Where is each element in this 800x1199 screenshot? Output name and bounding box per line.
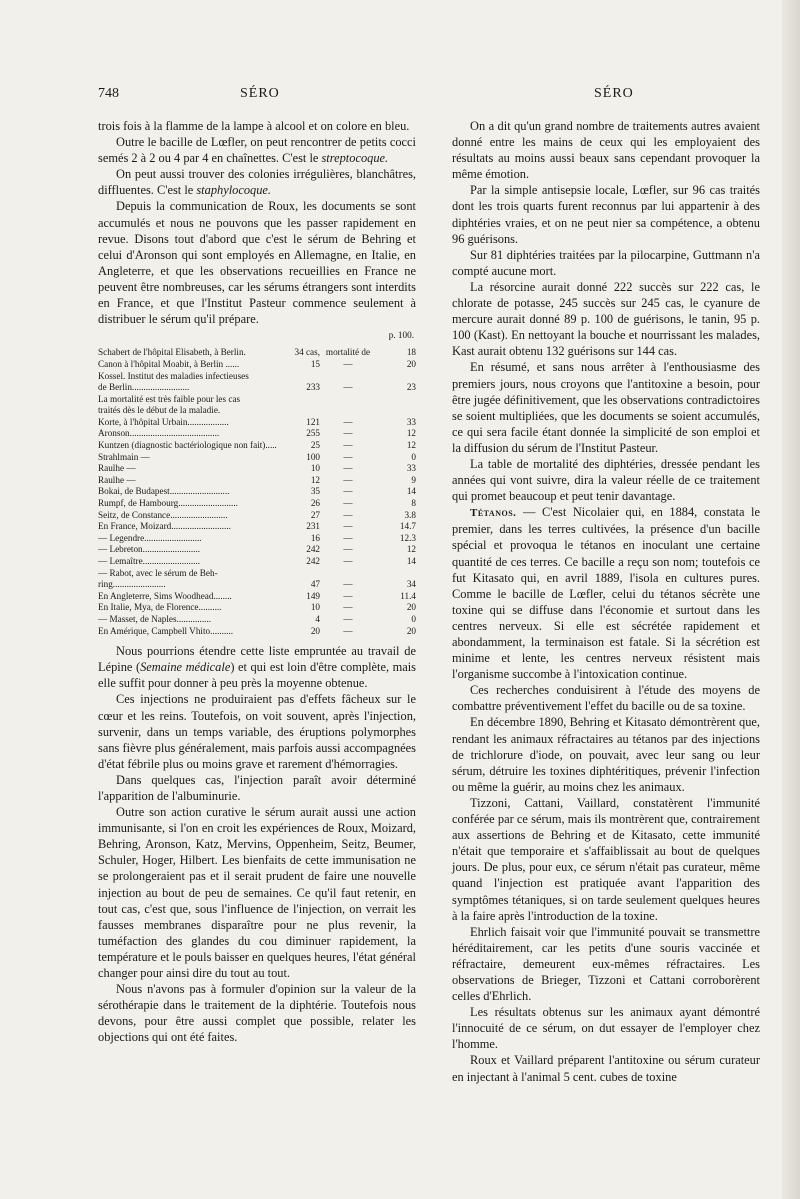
table-cell-name: Korte, à l'hôpital Urbain.................. <box>98 416 229 427</box>
table-cell-cases: 10 <box>310 602 320 613</box>
table-cell-dash: — <box>343 579 353 590</box>
table-cell-mortality: 20 <box>406 358 416 369</box>
table-row <box>98 521 416 533</box>
right-running-head: SÉRO <box>594 86 634 101</box>
table-cell-dash: — <box>343 590 353 601</box>
table-cell-dash: — <box>343 358 353 369</box>
table-row <box>98 556 416 568</box>
table-cell-dash: — <box>343 451 353 462</box>
table-cell-dash: — <box>343 474 353 485</box>
paragraph: Nous n'avons pas à formuler d'opinion sur la valeur de la sérothérapie dans le traitement de la diphtérie. Toutefois nous devons, pour être aussi complet que possible, relater les objections qui ont été faites. <box>98 982 416 1045</box>
table-cell-name: Schabert de l'hôpital Elisabeth, à Berlin. <box>98 347 246 358</box>
paragraph: Roux et Vaillard préparent l'antitoxine ou sérum curateur en injectant à l'animal 5 cent. cubes de toxine <box>452 1053 760 1084</box>
table-cell-cases: 149 <box>306 590 320 601</box>
table-row <box>98 626 416 638</box>
paragraph: Tizzoni, Cattani, Vaillard, constatèrent l'immunité conférée par ce sérum, mais ils montrèrent que, contrairement aux assertions de Behring et de Kitasato, cette immunité n'était que temporaire et s'affaiblissait au bout de quelques jours. De plus, pour eux, ce sérum n'était pas curateur, même quand l'injection est pratiquée avant l'apparition des symptômes tétaniques, si on tarde seulement quelques heures à la faire après l'introduction de la toxine. <box>452 795 760 923</box>
table-cell-mortality: 14.7 <box>399 521 416 532</box>
table-row <box>98 579 416 591</box>
table-row <box>98 568 416 580</box>
table-cell-mortality: 14 <box>406 486 416 497</box>
table-cell-dash: — <box>343 428 353 439</box>
table-cell-name: En Italie, Mya, de Florence.......... <box>98 602 222 613</box>
table-cell-mortality: 12 <box>406 544 416 555</box>
table-cell-name: Canon à l'hôpital Moabit, à Berlin ...... <box>98 358 240 369</box>
paragraph: Nous pourrions étendre cette liste empruntée au travail de Lépine (Semaine médicale) et qui est loin d'être complète, mais elle suffit pour donner à peu près la moyenne obtenue. <box>98 644 416 691</box>
table-row <box>98 533 416 545</box>
paragraph: Outre son action curative le sérum aurait aussi une action immunisante, si l'on en croit les expériences de Roux, Moizard, Behring, Aronson, Katz, Mervins, Oppenheim, Seitz, Beumer, Schuler, Hoger, Hilbert. Les bienfaits de cette immunisation ne se prolongeraient pas et il serait prudent de faire une nouvelle injection au bout de peu de semaines. Ce qu'il faut retenir, en tout cas, c'est que, sous l'influence de l'injection, on verrait les fausses membranes disparaître pour ne plus revenir, la tuméfaction des glandes du cou diminuer rapidement, la température et le pouls baisser en quelques heures, l'état général changer pour ainsi dire du tout au tout. <box>98 805 416 981</box>
table-cell-cases: 242 <box>306 556 320 566</box>
paragraph: Ces injections ne produiraient pas d'effets fâcheux sur le cœur et les reins. Toutefois, on voit souvent, après l'injection, survenir, dans un temps variable, des éruptions polymorphes sans fièvre plus généralement, mais parfois aussi accompagnées d'état fébrile plus ou moins grave et rarement d'hémorragies. <box>98 692 416 771</box>
table-cell-dash: — <box>343 602 353 613</box>
paragraph: Les résultats obtenus sur les animaux ayant démontré l'innocuité de ce sérum, on dut essayer de l'employer chez l'homme. <box>452 1005 760 1052</box>
table-cell-name: En Amérique, Campbell Vhito.......... <box>98 625 234 636</box>
table-cell-cases: 25 <box>310 440 320 451</box>
table-cell-mortality <box>376 405 416 417</box>
table-cell-mortality: 12.3 <box>399 532 416 543</box>
table-cell-dash: — <box>343 498 353 509</box>
table-cell-cases: 100 <box>306 451 320 462</box>
paragraph: Ehrlich faisait voir que l'immunité pouvait se transmettre héréditairement, car les petits d'une souris vaccinée et réfractaire, demeurent eux-mêmes réfractaires. Les observations de Brieger, Tizzoni et Cattani corroborèrent celles d'Ehrlich. <box>452 924 760 1004</box>
table-cell-name: En France, Moizard.......................... <box>98 521 231 532</box>
table-cell-dash: — <box>343 544 353 555</box>
table-cell-dash: — <box>343 613 353 624</box>
table-cell-dash: — <box>343 509 353 520</box>
table-row <box>98 510 416 522</box>
table-cell-cases <box>288 405 320 417</box>
table-cell-mortality: 33 <box>406 416 416 427</box>
italic-term: staphylocoque. <box>196 183 272 198</box>
table-cell-mortality: 11.4 <box>400 590 416 601</box>
table-cell-cases: 47 <box>310 579 320 590</box>
table-cell-name: — Lebreton......................... <box>98 544 201 555</box>
table-cell-dash: — <box>343 382 353 393</box>
table-cell-cases: 12 <box>310 474 320 485</box>
left-running-head: SÉRO <box>240 86 280 101</box>
table-cell-dash: — <box>343 625 353 636</box>
table-cell-mortality: 3.8 <box>404 509 416 520</box>
table-cell-mortality: 12 <box>406 440 416 451</box>
page-edge-shadow <box>782 0 800 1199</box>
table-cell-mortality: 33 <box>406 463 416 474</box>
table-cell-name: traités dès le début de la maladie. <box>98 405 221 416</box>
table-row <box>98 463 416 475</box>
table-cell-dash: — <box>343 486 353 497</box>
table-cell-mortality <box>376 568 416 580</box>
table-cell-dash <box>320 394 376 406</box>
paragraph: Outre le bacille de Lœfler, on peut rencontrer de petits cocci semés 2 à 2 ou 4 par 4 en chaînettes. C'est le streptocoque. <box>98 135 416 166</box>
mortality-table <box>98 347 416 637</box>
table-row <box>98 544 416 556</box>
table-cell-name: — Rabot, avec le sérum de Beh- <box>98 567 218 578</box>
table-cell-name: — Legendre......................... <box>98 532 202 543</box>
table-cell-dash <box>320 371 376 383</box>
table-cell-name: Raulhe — <box>98 463 136 474</box>
table-cell-dash <box>320 405 376 417</box>
table-row <box>98 394 416 406</box>
paragraph: trois fois à la flamme de la lampe à alcool et on colore en bleu. <box>98 119 410 133</box>
table-row <box>98 452 416 464</box>
table-cell-cases: 16 <box>310 532 320 543</box>
table-row <box>98 591 416 603</box>
paragraph: On peut aussi trouver des colonies irrégulières, blanchâtres, diffluentes. C'est le staphylocoque. <box>98 167 416 198</box>
left-column <box>98 118 416 1046</box>
table-cell-name: En Angleterre, Sims Woodhead........ <box>98 590 232 601</box>
table-cell-dash: — <box>343 532 353 543</box>
table-cell-name: ring....................... <box>98 579 166 590</box>
table-cell-mortality: 0 <box>411 613 416 624</box>
table-cell-name: Kossel. Institut des maladies infectieuses <box>98 370 249 381</box>
page-number: 748 <box>98 86 119 101</box>
table-cell-name: — Lemaître......................... <box>98 556 201 566</box>
table-row <box>98 417 416 429</box>
table-cell-dash: — <box>343 416 353 427</box>
table-cell-cases: 4 <box>315 613 320 624</box>
table-cell-cases: 233 <box>306 382 320 393</box>
table-cell-dash: — <box>343 556 353 566</box>
table-row <box>98 614 416 626</box>
table-cell-dash: — <box>343 521 353 532</box>
table-cell-cases: 255 <box>306 428 320 439</box>
table-cell-name: Seitz, de Constance......................... <box>98 509 228 520</box>
italic-term: streptocoque. <box>321 151 389 166</box>
table-cell-cases: 15 <box>310 358 320 369</box>
table-row <box>98 602 416 614</box>
paragraph: En résumé, et sans nous arrêter à l'enthousiasme des premiers jours, nous croyons que l'antitoxine a besoin, pour être jugée définitivement, que les observations contradictoires se soient multipliées, que les documents se soient accumulés, ce qui sera facile étant donnée la simplicité de son emploi et la diffusion du sérum de l'Institut Pasteur. <box>452 360 760 455</box>
paragraph: Sur 81 diphtéries traitées par la pilocarpine, Guttmann n'a compté aucune mort. <box>452 247 760 278</box>
paragraph: Tétanos. — C'est Nicolaier qui, en 1884, constata le premier, dans les terres cultivées, la présence d'un bacille spécial et provoqua le tétanos en inoculant une certaine quantité de ces terres. Ce bacille a reçu son nom; toutefois ce fut Kitasato qui, en avril 1889, l'isola en cultures pures. Comme le bacille de Lœfler, celui du tétanos sécrète une toxine qui se diffuse dans l'économie et surtout dans les centres nerveux. Si elle est sécrétée rapidement et abondamment, la terminaison est fatale. Si la sécrétion est minime et lente, les centres nerveux résistent mais l'organisme succombe à l'intoxication continue. <box>452 505 760 682</box>
paragraph: Dans quelques cas, l'injection paraît avoir déterminé l'apparition de l'albuminurie. <box>98 772 416 803</box>
table-cell-name: La mortalité est très faible pour les cas <box>98 393 241 404</box>
table-cell-name: — Masset, de Naples............... <box>98 613 212 624</box>
right-column <box>452 118 760 1085</box>
table-row <box>98 371 416 383</box>
table-cell-name: Raulhe — <box>98 474 136 485</box>
table-cell-cases: 27 <box>310 509 320 520</box>
table-cell-name: Rumpf, de Hambourg.......................... <box>98 498 238 509</box>
table-cell-cases: 242 <box>306 544 320 555</box>
table-cell-dash: — <box>343 463 353 474</box>
paragraph: La table de mortalité des diphtéries, dressée pendant les années qui vont suivre, dira la valeur réelle de ce traitement qui promet beaucoup et peut tenir davantage. <box>452 456 760 504</box>
table-cell-mortality: 0 <box>411 451 416 462</box>
table-cell-name: Kuntzen (diagnostic bactériologique non fait)..... <box>98 440 277 451</box>
section-heading-tetanos: Tétanos. <box>470 507 517 520</box>
table-row <box>98 405 416 417</box>
paragraph: La résorcine aurait donné 222 succès sur 222 cas, le chlorate de potasse, 245 succès sur 245 cas, le cyanure de mercure aurait donné 89 p. 100 de guérisons, le tanin, 95 p. 100 (Kast). En nettoyant la bouche et nourrissant les malades, Kast aurait obtenu 132 guérisons sur 144 cas. <box>452 279 760 359</box>
table-cell-dash: — <box>343 440 353 451</box>
table-cell-mortality: 8 <box>411 498 416 509</box>
table-cell-name: Strahlmain — <box>98 451 150 462</box>
table-cell-mortality: 23 <box>406 382 416 393</box>
table-cell-name: Bokai, de Budapest.......................... <box>98 486 230 497</box>
page-header <box>98 86 728 106</box>
table-cell-mortality: 20 <box>406 625 416 636</box>
table-row <box>98 440 416 452</box>
table-cell-mortality: 12 <box>406 428 416 439</box>
table-cell-cases: 10 <box>310 463 320 474</box>
paragraph: Depuis la communication de Roux, les documents se sont accumulés et nous ne pouvons que les passer rapidement en revue. Disons tout d'abord que c'est le sérum de Behring et celui d'Aronson qui sont employés en Allemagne, en Italie, en Angleterre, et que les observations recueillies en France ne peuvent être nombreuses, car les sérums étrangers sont interdits en France, et que l'Institut Pasteur commence seulement à distribuer le sérum qu'il prépare. <box>98 199 416 327</box>
table-cell-cases <box>288 394 320 406</box>
paragraph: On a dit qu'un grand nombre de traitements autres avaient donné entre les mains de ceux qui les employaient des résultats au moins aussi beaux sans cependant provoquer la même émotion. <box>452 119 760 182</box>
table-cell-mortality: 9 <box>411 474 416 485</box>
table-cell-mortality: 20 <box>406 602 416 613</box>
table-cell-mortality <box>376 394 416 406</box>
table-cell-cases <box>288 371 320 383</box>
table-row <box>98 347 416 359</box>
table-row <box>98 498 416 510</box>
table-cell-cases: 121 <box>306 416 320 427</box>
table-row <box>98 382 416 394</box>
table-row <box>98 359 416 371</box>
paragraph: Ces recherches conduisirent à l'étude des moyens de combattre préventivement l'effet du bacille ou de sa toxine. <box>452 683 760 714</box>
table-row <box>98 486 416 498</box>
table-cell-mortality: 18 <box>406 347 416 358</box>
paragraph: Par la simple antisepsie locale, Lœfler, sur 96 cas traités dont les trois quarts furent reconnus par lui appartenir à des diphtéries vraies, et on ne peut nier sa compétence, a obtenu 96 guérisons. <box>452 183 760 246</box>
table-cell-cases: 26 <box>310 498 320 509</box>
table-cell-cases: 34 cas, <box>294 347 320 358</box>
table-cell-dash <box>320 568 376 580</box>
table-row <box>98 428 416 440</box>
table-row <box>98 475 416 487</box>
table-cell-cases: 231 <box>306 521 320 532</box>
table-cell-name: Aronson....................................... <box>98 428 220 439</box>
table-cell-cases: 35 <box>310 486 320 497</box>
italic-citation: Semaine médicale <box>140 660 231 675</box>
paragraph: En décembre 1890, Behring et Kitasato démontrèrent que, rendant les animaux réfractaires au tétanos par des injections de trichlorure d'iode, on pouvait, avec leur sang ou leur sérum, détruire les toxines diphtéritiques, prévenir l'infection ou même la guérir, au moins chez les animaux. <box>452 715 760 794</box>
table-cell-mortality <box>376 371 416 383</box>
table-cell-cases: 20 <box>310 625 320 636</box>
table-cell-mortality: 34 <box>406 579 416 590</box>
table-cell-mortality: 14 <box>406 556 416 566</box>
table-cell-dash: mortalité de <box>325 347 371 358</box>
table-cell-name: de Berlin......................... <box>98 382 190 393</box>
table-cell-cases <box>288 568 320 580</box>
table-unit: p. 100. <box>388 330 414 341</box>
